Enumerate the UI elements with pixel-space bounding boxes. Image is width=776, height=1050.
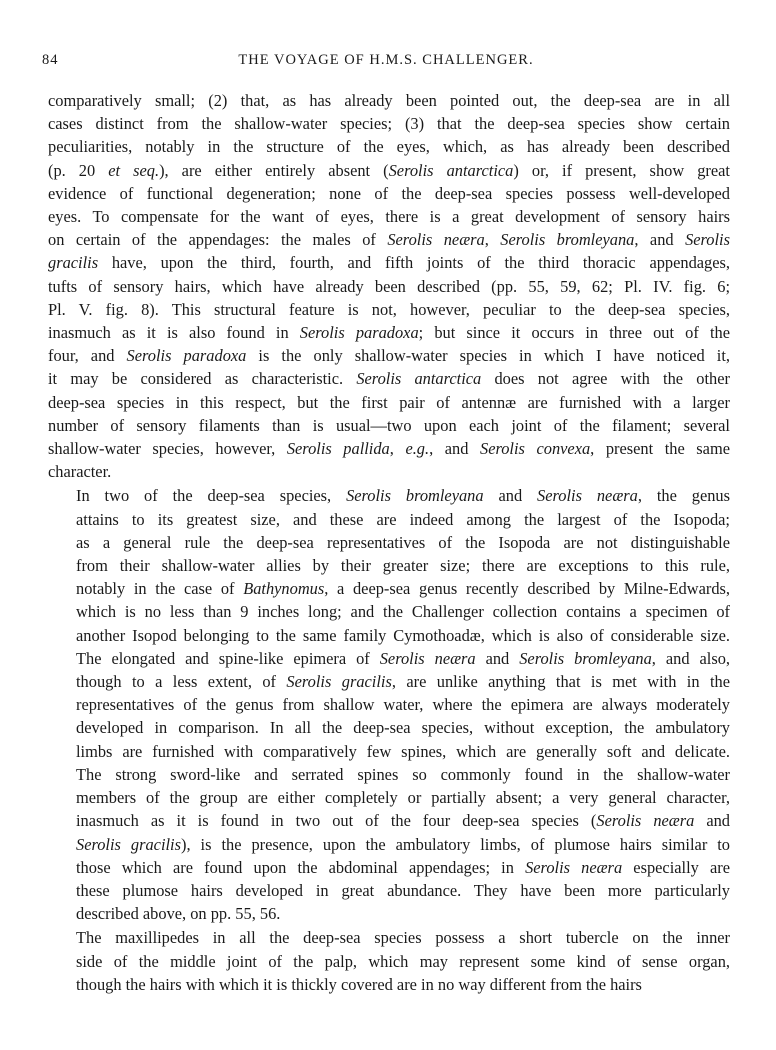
text-run: peculiarities, notably in the structure of the eyes, which, as has already been described xyxy=(48,137,730,157)
text-line xyxy=(48,135,730,158)
text-line xyxy=(48,856,730,879)
text-run: The strong sword-like and serrated spines so commonly found in the shallow-water xyxy=(76,764,730,784)
text-run: and xyxy=(694,811,730,831)
text-run: character. xyxy=(48,462,112,482)
text-run: , present the same xyxy=(590,439,730,459)
text-run: tufts of sensory hairs, which have already been described (pp. 55, 59, 62; Pl. IV. fig. 6; xyxy=(48,276,730,296)
text-line xyxy=(48,554,730,577)
text-run: on certain of the appendages: the males of xyxy=(48,230,388,250)
text-line xyxy=(48,508,730,531)
text-line xyxy=(48,624,730,647)
text-run: , and xyxy=(429,439,480,459)
text-line xyxy=(48,647,730,670)
text-line xyxy=(48,484,730,507)
text-line xyxy=(48,228,730,251)
text-line xyxy=(48,693,730,716)
text-run: inasmuch as it is also found in xyxy=(48,323,300,343)
text-line xyxy=(48,298,730,321)
italic-text: et seq. xyxy=(108,160,160,180)
italic-text: Serolis bromleyana xyxy=(346,486,484,506)
text-run: ; but since it occurs in three out of the xyxy=(418,323,730,343)
italic-text: Serolis convexa xyxy=(480,439,591,459)
text-line xyxy=(48,809,730,832)
text-run: The maxillipedes in all the deep-sea species possess a short tubercle on the inner xyxy=(76,928,730,948)
italic-text: Serolis neæra xyxy=(537,486,638,506)
text-run: eyes. To compensate for the want of eyes, there is a great development of sensory hairs xyxy=(48,207,730,227)
paragraph xyxy=(48,484,730,925)
text-line xyxy=(48,833,730,856)
text-line xyxy=(48,716,730,739)
page-number: 84 xyxy=(42,52,59,68)
text-line xyxy=(48,159,730,182)
text-run: and xyxy=(475,648,520,668)
text-run: these plumose hairs developed in great abundance. They have been more particularly xyxy=(76,880,730,900)
text-line xyxy=(48,414,730,437)
text-line xyxy=(48,275,730,298)
text-run: deep-sea species in this respect, but the first pair of antennæ are furnished with a larger xyxy=(48,392,730,412)
text-line xyxy=(48,670,730,693)
italic-text: Serolis antarctica xyxy=(356,369,482,389)
italic-text: Serolis gracilis xyxy=(286,672,392,692)
italic-text: Serolis gracilis xyxy=(76,834,181,854)
italic-text: Serolis neæra xyxy=(387,230,485,250)
text-run: , the genus xyxy=(637,486,730,506)
text-run: , are unlike anything that is met with in the xyxy=(391,672,730,692)
text-run: from their shallow-water allies by their greater size; there are exceptions to this rule, xyxy=(76,556,730,576)
text-run: , and also, xyxy=(651,648,730,668)
text-run: notably in the case of xyxy=(76,579,244,599)
paragraph xyxy=(48,926,730,996)
text-line xyxy=(48,879,730,902)
text-run: those which are found upon the abdominal appendages; in xyxy=(76,857,526,877)
italic-text: Serolis antarctica xyxy=(388,160,514,180)
italic-text: gracilis xyxy=(48,253,99,273)
text-run: attains to its greatest size, and these are indeed among the largest of the Isopoda; xyxy=(76,509,730,529)
text-run: which is no less than 9 inches long; and the Challenger collection contains a specimen of xyxy=(76,602,730,622)
italic-text: Serolis neæra xyxy=(525,857,623,877)
italic-text: Serolis neæra xyxy=(379,648,476,668)
text-run: side of the middle joint of the palp, which may represent some kind of sense organ, xyxy=(76,951,730,971)
text-run: members of the group are either completely or partially absent; a very general character, xyxy=(76,788,730,808)
text-run: evidence of functional degeneration; none of the deep-sea species possess well-developed xyxy=(48,183,730,203)
text-line xyxy=(48,367,730,390)
text-run: and xyxy=(483,486,538,506)
italic-text: Serolis paradoxa xyxy=(299,323,419,343)
italic-text: e.g. xyxy=(405,439,430,459)
text-run: does not agree with the other xyxy=(481,369,730,389)
text-run: , a deep-sea genus recently described by Milne-Edwards, xyxy=(324,579,730,599)
text-run: another Isopod belonging to the same family Cymothoadæ, which is also of considerable size. xyxy=(76,625,730,645)
italic-text: Serolis paradoxa xyxy=(126,346,247,366)
italic-text: Serolis bromleyana xyxy=(519,648,652,668)
text-line xyxy=(48,182,730,205)
text-run: ), is the presence, upon the ambulatory limbs, of plumose hairs similar to xyxy=(181,834,731,854)
body-text xyxy=(48,89,730,996)
text-run: , xyxy=(484,230,501,250)
text-line xyxy=(48,926,730,949)
text-line xyxy=(48,112,730,135)
italic-text: Serolis pallida xyxy=(286,439,390,459)
text-run: described above, on pp. 55, 56. xyxy=(76,904,281,924)
text-run: ), are either entirely absent ( xyxy=(159,160,389,180)
italic-text: Serolis xyxy=(685,230,730,250)
text-run: number of sensory filaments than is usual—two upon each joint of the filament; several xyxy=(48,415,730,435)
text-line xyxy=(48,251,730,274)
text-line xyxy=(48,902,730,925)
text-line xyxy=(48,391,730,414)
paragraph xyxy=(48,89,730,483)
text-run: shallow-water species, however, xyxy=(48,439,287,459)
page-header xyxy=(42,52,730,74)
text-run: especially are xyxy=(622,857,730,877)
text-run: as a general rule the deep-sea representatives of the Isopoda are not distinguishable xyxy=(76,532,730,552)
text-run: In two of the deep-sea species, xyxy=(76,486,347,506)
text-line xyxy=(48,344,730,367)
text-line xyxy=(48,763,730,786)
text-run: (p. 20 xyxy=(48,160,109,180)
text-run: inasmuch as it is found in two out of the four deep-sea species ( xyxy=(76,811,597,831)
text-line xyxy=(48,437,730,460)
text-line xyxy=(48,205,730,228)
text-run: it may be considered as characteristic. xyxy=(48,369,357,389)
text-run: though to a less extent, of xyxy=(76,672,287,692)
text-run: The elongated and spine-like epimera of xyxy=(76,648,380,668)
text-line xyxy=(48,740,730,763)
text-run: limbs are furnished with comparatively few spines, which are generally soft and delicate. xyxy=(76,741,730,761)
text-run: four, and xyxy=(48,346,127,366)
text-run: developed in comparison. In all the deep-sea species, without exception, the ambulatory xyxy=(76,718,730,738)
running-title: THE VOYAGE OF H.M.S. CHALLENGER. xyxy=(238,52,534,68)
text-run: though the hairs with which it is thickly covered are in no way different from the hairs xyxy=(76,974,642,994)
text-run: comparatively small; (2) that, as has already been pointed out, the deep-sea are in all xyxy=(48,91,730,110)
text-line xyxy=(48,600,730,623)
text-run: Pl. V. fig. 8). This structural feature is not, however, peculiar to the deep-sea species, xyxy=(48,299,730,319)
text-run: , and xyxy=(634,230,686,250)
text-line xyxy=(48,531,730,554)
text-line xyxy=(48,973,730,996)
text-run: ) or, if present, show great xyxy=(513,160,730,180)
text-run: is the only shallow-water species in which I have noticed it, xyxy=(246,346,730,366)
text-run: cases distinct from the shallow-water species; (3) that the deep-sea species show certain xyxy=(48,114,730,134)
text-line xyxy=(48,950,730,973)
text-line xyxy=(48,321,730,344)
text-line xyxy=(48,786,730,809)
text-line xyxy=(48,577,730,600)
italic-text: Serolis neæra xyxy=(596,811,695,831)
text-run: have, upon the third, fourth, and fifth joints of the third thoracic appendages, xyxy=(98,253,730,273)
text-line xyxy=(48,460,730,483)
text-run: representatives of the genus from shallow water, where the epimera are always moderately xyxy=(76,695,730,715)
text-line xyxy=(48,89,730,112)
italic-text: Serolis bromleyana xyxy=(500,230,635,250)
text-run: , xyxy=(389,439,406,459)
italic-text: Bathynomus xyxy=(243,579,325,599)
